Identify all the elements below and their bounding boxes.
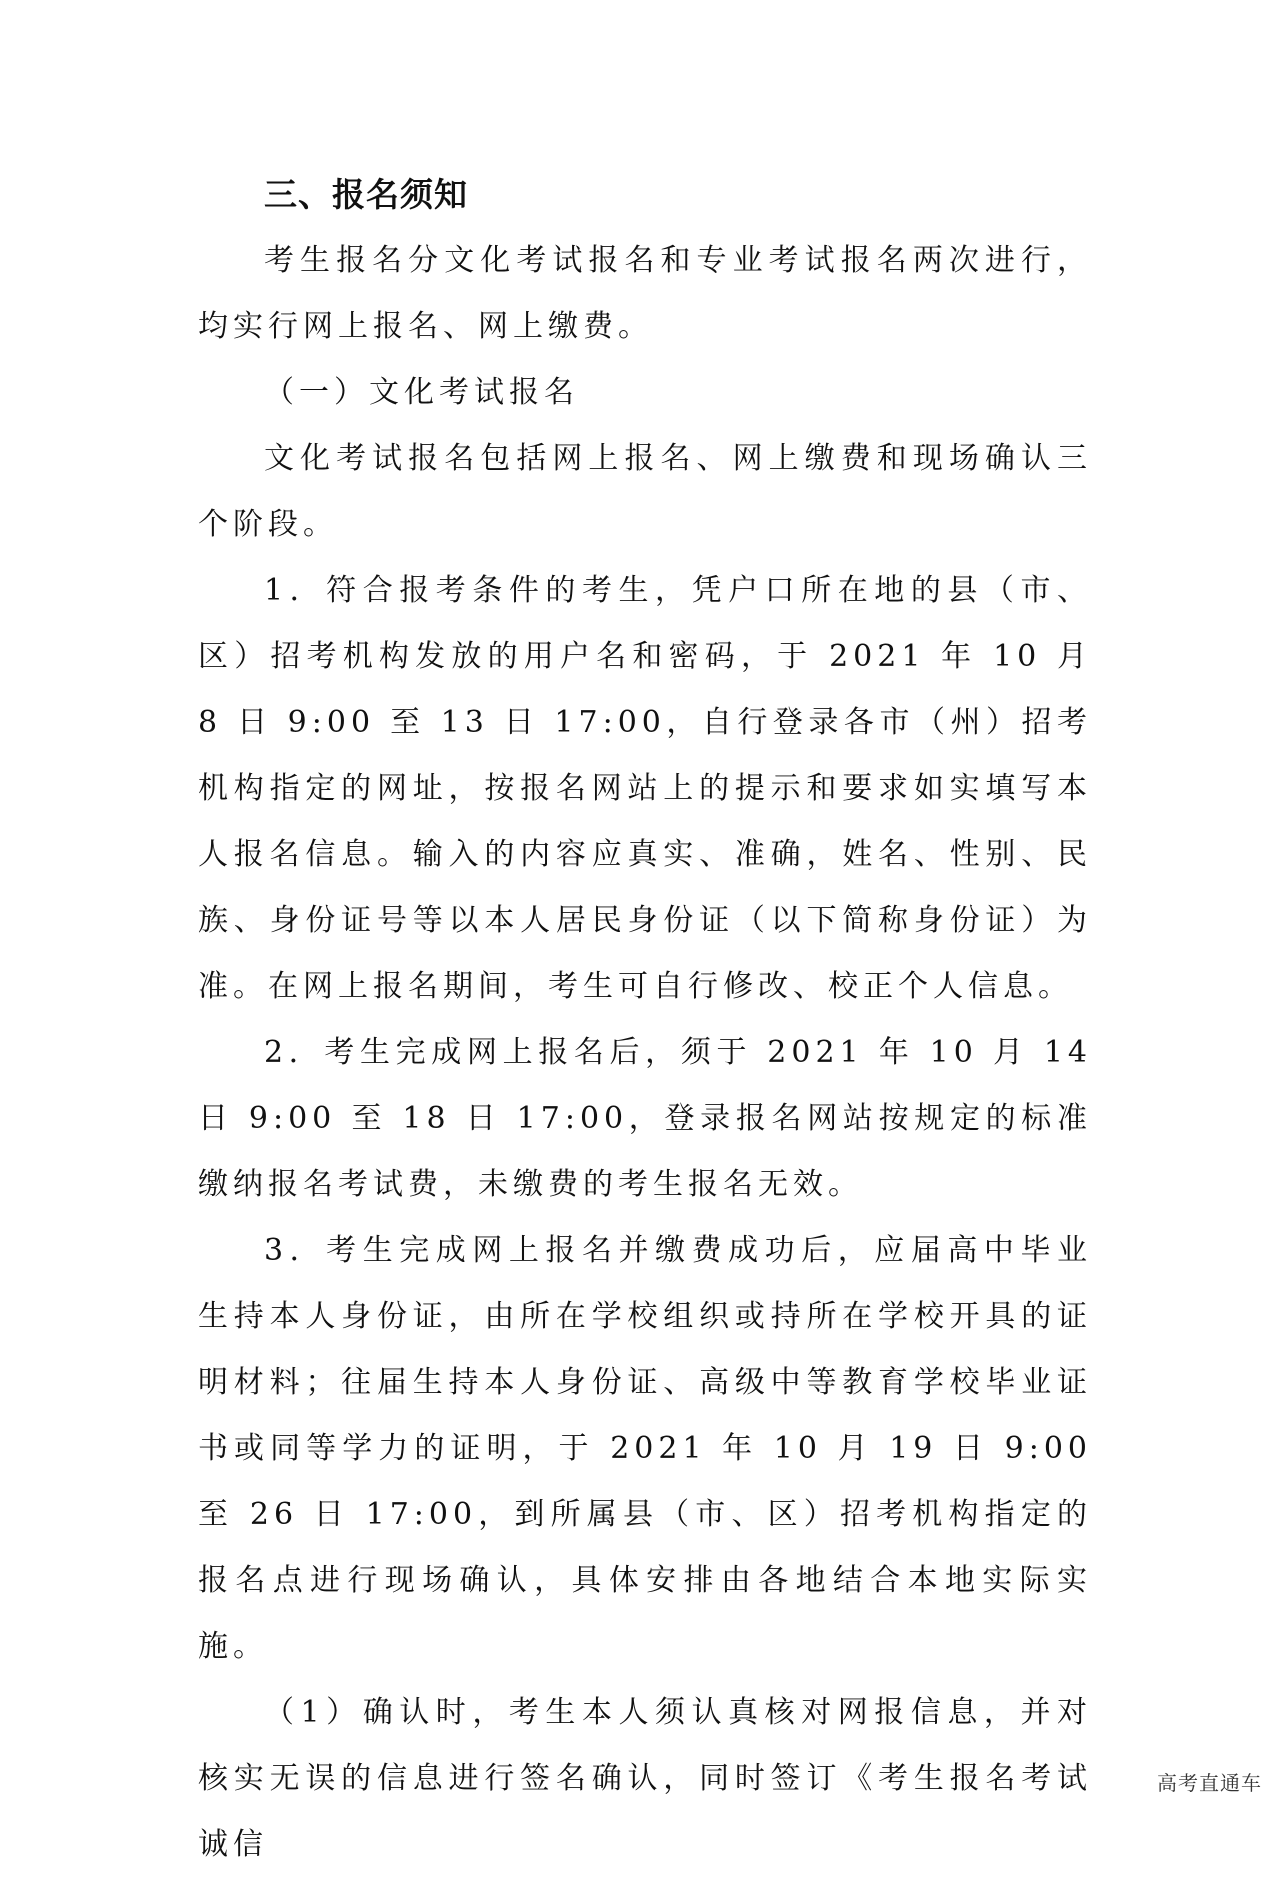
subsection-heading: （一）文化考试报名 (264, 375, 579, 410)
section-heading: 三、报名须知 (264, 175, 468, 214)
item-3-1-paragraph: （1）确认时，考生本人须认真核对网报信息，并对核实无误的信息进行签名确认，同时签订《考生报名考试诚信 (198, 1695, 1092, 1862)
item-1-paragraph: 1．符合报考条件的考生，凭户口所在地的县（市、区）招考机构发放的用户名和密码，于 2021 年 10 月 8 日 9:00 至 13 日 17:00，自行登录各市（州）招考机构指定的网址，按报名网站上的提示和要求如实填写本人报名信息。输入的内容应真实、准确，姓名、性别、民族、身份证号等以本人居民身份证（以下简称身份证）为准。在网上报名期间，考生可自行修改、校正个人信息。 (198, 573, 1092, 1004)
item-3-paragraph: 3．考生完成网上报名并缴费成功后，应届高中毕业生持本人身份证，由所在学校组织或持所在学校开具的证明材料；往届生持本人身份证、高级中等教育学校毕业证书或同等学力的证明，于 2021 年 10 月 19 日 9:00 至 26 日 17:00，到所属县（市、区）招考机构指定的报名点进行现场确认，具体安排由各地结合本地实际实施。 (198, 1233, 1092, 1664)
subsection-intro-paragraph: 文化考试报名包括网上报名、网上缴费和现场确认三个阶段。 (198, 441, 1092, 542)
intro-paragraph: 考生报名分文化考试报名和专业考试报名两次进行，均实行网上报名、网上缴费。 (198, 243, 1092, 344)
document-body (198, 162, 1092, 1878)
item-2-paragraph: 2．考生完成网上报名后，须于 2021 年 10 月 14 日 9:00 至 18 日 17:00，登录报名网站按规定的标准缴纳报名考试费，未缴费的考生报名无效。 (198, 1035, 1092, 1202)
watermark: 高考直通车 (1157, 1771, 1262, 1795)
